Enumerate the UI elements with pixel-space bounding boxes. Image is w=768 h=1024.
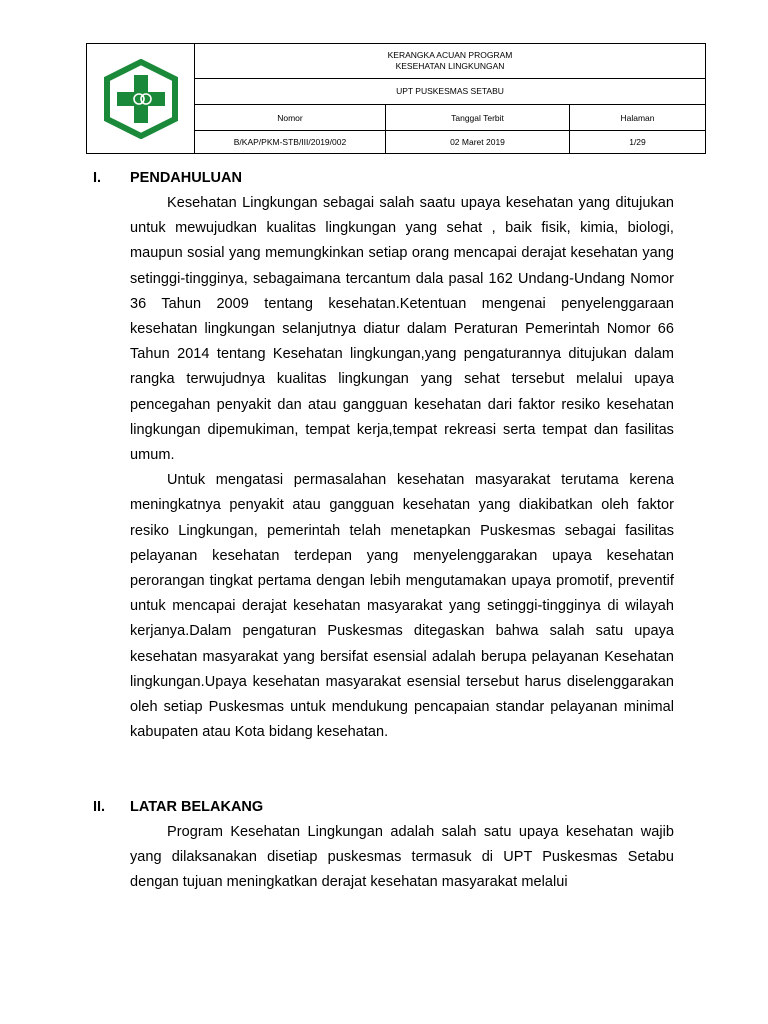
section-title: LATAR BELAKANG <box>130 799 264 815</box>
header-label-row <box>195 105 705 131</box>
header-title-line2: KESEHATAN LINGKUNGAN <box>395 61 505 71</box>
label-nomor: Nomor <box>195 105 386 130</box>
section-heading <box>93 796 674 818</box>
paragraph: Untuk mengatasi permasalahan kesehatan masyarakat terutama kerena meningkatnya penyakit atau gangguan kesehatan yang diakibatkan oleh faktor resiko Lingkungan, pemerintah telah menetapkan Puskesmas sebagai fasilitas pelayanan kesehatan terdepan yang menyelenggarakan upaya kesehatan perorangan tingkat pertama dengan lebih mengutamakan upaya promotif, preventif untuk mencapai derajat kesehatan masyarakat yang setinggi-tingginya di wilayah kerjanya.Dalam pengaturan Puskesmas ditegaskan bahwa salah satu upaya kesehatan masyarakat yang bersifat esensial adalah berupa pelayanan Kesehatan lingkungan.Upaya kesehatan masyarakat esensial tersebut harus diselenggarakan oleh setiap Puskesmas untuk mendukung pencapaian standar pelayanan minimal kabupaten atau Kota bidang kesehatan. <box>130 472 674 741</box>
section-number: I. <box>93 170 102 186</box>
paragraph: Kesehatan Lingkungan sebagai salah saatu upaya kesehatan yang ditujukan untuk mewujudkan kualitas lingkungan yang sehat , baik fisik, kimia, biologi, maupun sosial yang memungkinkan setiap orang mencapai derajat kesehatan yang setinggi-tingginya, sebagaimana tercantum dala pasal 162 Undang-Undang Nomor 36 Tahun 2009 tentang kesehatan.Ketentuan mengenai penyelenggaraan kesehatan lingkungan selanjutnya diatur dalam Peraturan Pemerintah Nomor 66 Tahun 2014 tentang Kesehatan lingkungan,yang pengaturannya ditujukan dalam rangka terwujudnya kualitas lingkungan yang sehat tersebut melalui upaya pencegahan penyakit dan atau gangguan kesehatan dari faktor resiko kesehatan lingkungan dipemukiman, tempat kerja,tempat rekreasi serta tempat dan fasilitas umum. <box>130 195 674 464</box>
paragraph: Program Kesehatan Lingkungan adalah salah satu upaya kesehatan wajib yang dilaksanakan disetiap puskesmas termasuk di UPT Puskesmas Setabu dengan tujuan meningkatkan derajat kesehatan masyarakat melalui <box>130 824 674 891</box>
header-org-row <box>195 79 705 105</box>
health-cross-logo-icon <box>101 59 181 139</box>
value-tanggal-terbit: 02 Maret 2019 <box>386 131 570 153</box>
header-value-row <box>195 131 705 153</box>
section-number: II. <box>93 799 106 815</box>
section-heading <box>93 167 674 189</box>
section-pendahuluan <box>93 167 674 745</box>
label-tanggal-terbit: Tanggal Terbit <box>386 105 570 130</box>
document-header-table <box>86 43 706 154</box>
value-halaman: 1/29 <box>629 137 646 147</box>
header-org-name: UPT PUSKESMAS SETABU <box>396 86 504 96</box>
header-title-row <box>195 44 705 79</box>
header-title-line1: KERANGKA ACUAN PROGRAM <box>387 50 513 60</box>
logo-cell <box>87 44 195 153</box>
label-halaman: Halaman <box>620 112 655 123</box>
value-nomor: B/KAP/PKM-STB/III/2019/002 <box>195 131 386 153</box>
section-title: PENDAHULUAN <box>130 170 242 186</box>
section-latar-belakang <box>93 796 674 896</box>
